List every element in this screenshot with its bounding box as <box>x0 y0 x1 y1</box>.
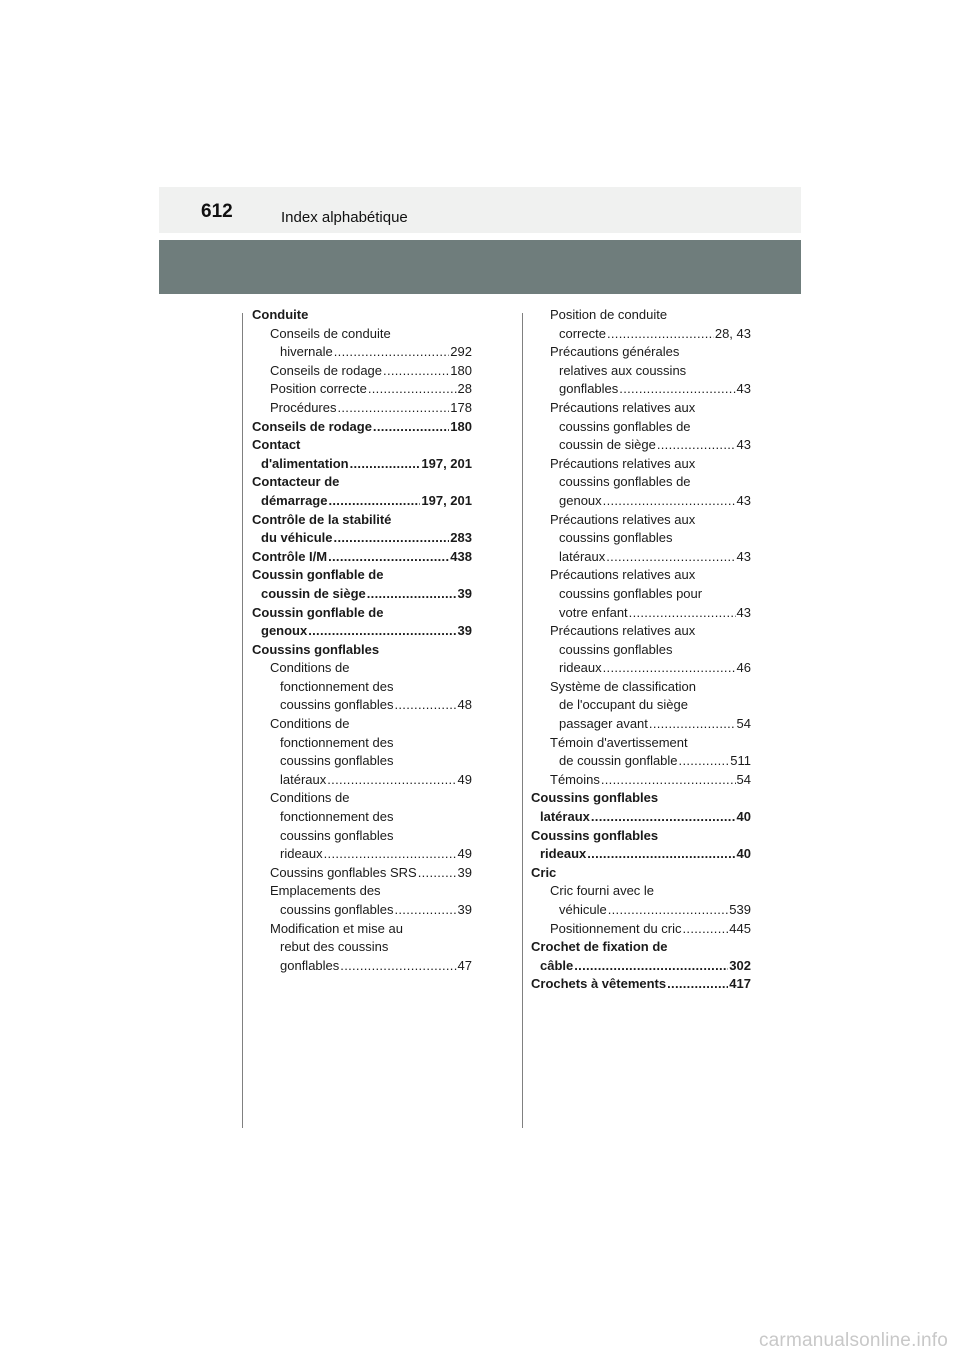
index-term: fonctionnement des <box>280 734 394 750</box>
page-reference: 417 <box>729 976 751 992</box>
index-entry-line <box>252 436 472 455</box>
page-reference: 46 <box>736 660 751 676</box>
page-reference: 49 <box>457 846 472 862</box>
dot-leader <box>394 901 456 920</box>
dot-leader <box>394 696 456 715</box>
index-term: Précautions générales <box>550 344 680 360</box>
index-entry-line <box>252 827 472 846</box>
dot-leader <box>418 864 457 883</box>
index-entry-line <box>252 343 472 362</box>
index-entry-line <box>252 306 472 325</box>
index-entry <box>252 325 472 362</box>
index-term: Système de classification <box>550 678 696 694</box>
header-bar <box>159 187 801 233</box>
index-entry-line <box>252 399 472 418</box>
index-entry-line <box>252 808 472 827</box>
index-entry <box>252 511 472 548</box>
page-reference: 28 <box>457 381 472 397</box>
index-entry-line <box>531 845 751 864</box>
index-term: coussins gonflables <box>280 753 394 769</box>
index-entry-line <box>531 362 751 381</box>
index-entry <box>252 566 472 603</box>
index-entry-line <box>531 641 751 660</box>
index-term: hivernale <box>280 344 333 360</box>
index-term: de coussin gonflable <box>559 753 678 769</box>
index-term: rideaux <box>280 846 323 862</box>
index-term: Précautions relatives aux <box>550 455 696 471</box>
index-entry <box>252 789 472 863</box>
index-entry <box>252 306 472 325</box>
index-entry <box>252 715 472 789</box>
index-entry <box>252 548 472 567</box>
middle-column-rule <box>522 313 523 1128</box>
index-term: Contrôle de la stabilité <box>252 511 392 527</box>
index-term: Modification et mise au <box>270 920 403 936</box>
dot-leader <box>679 752 730 771</box>
index-column-right <box>531 306 751 994</box>
index-term: coussins gonflables <box>280 827 394 843</box>
index-entry-line <box>531 492 751 511</box>
dot-leader <box>587 845 735 864</box>
index-term: Crochet de fixation de <box>531 939 668 955</box>
page-reference: 28, 43 <box>714 325 751 341</box>
dot-leader <box>327 771 456 790</box>
index-entry-line <box>252 641 472 660</box>
index-term: Précautions relatives aux <box>550 399 696 415</box>
dot-leader <box>603 659 736 678</box>
index-entry-line <box>531 975 751 994</box>
index-entry <box>252 920 472 976</box>
index-entry-line <box>252 696 472 715</box>
index-term: de l'occupant du siège <box>559 697 688 713</box>
index-entry <box>531 622 751 678</box>
index-entry <box>531 771 751 790</box>
index-term: Conduite <box>252 307 309 322</box>
dot-leader <box>308 622 456 641</box>
index-entry-line <box>531 473 751 492</box>
page-reference: 39 <box>457 585 472 601</box>
index-term: Coussins gonflables <box>252 641 380 657</box>
index-term: Précautions relatives aux <box>550 567 696 583</box>
page-reference: 178 <box>450 399 472 415</box>
index-term: fonctionnement des <box>280 809 394 825</box>
dot-leader <box>340 957 456 976</box>
index-term: Coussin gonflable de <box>252 567 384 583</box>
index-term: Conseils de conduite <box>270 325 391 341</box>
dot-leader <box>683 920 729 939</box>
index-entry-line <box>531 771 751 790</box>
dot-leader <box>373 418 449 437</box>
index-term: Contrôle I/M <box>252 548 328 564</box>
index-entry-line <box>531 436 751 455</box>
index-term: Conditions de <box>270 660 350 676</box>
index-term: Conditions de <box>270 790 350 806</box>
dot-leader <box>606 548 735 567</box>
page-reference: 445 <box>729 920 751 936</box>
index-term: coussins gonflables <box>559 530 673 546</box>
index-entry-line <box>531 957 751 976</box>
index-term: coussin de siège <box>261 585 366 601</box>
index-term: démarrage <box>261 492 328 508</box>
dot-leader <box>667 975 728 994</box>
index-term: Précautions relatives aux <box>550 623 696 639</box>
page-reference: 43 <box>736 548 751 564</box>
index-entry-line <box>252 473 472 492</box>
dot-leader <box>601 771 736 790</box>
index-entry-line <box>252 659 472 678</box>
index-term: véhicule <box>559 902 607 917</box>
index-term: coussins gonflables <box>280 697 394 713</box>
page-reference: 197, 201 <box>421 492 472 508</box>
page-reference: 39 <box>457 623 472 639</box>
index-term: Crochets à vêtements <box>531 976 667 992</box>
dot-leader <box>619 380 735 399</box>
index-term: d'alimentation <box>261 455 349 471</box>
page-reference: 39 <box>457 864 472 880</box>
index-term: gonflables <box>280 957 340 973</box>
index-entry-line <box>252 418 472 437</box>
page-reference: 54 <box>736 771 751 787</box>
watermark: carmanualsonline.info <box>758 1330 948 1351</box>
index-entry-line <box>531 882 751 901</box>
index-entry <box>252 864 472 883</box>
index-entry <box>531 938 751 975</box>
index-term: Position de conduite <box>550 307 668 322</box>
index-term: câble <box>540 957 574 973</box>
index-entry-line <box>252 492 472 511</box>
index-term: relatives aux coussins <box>559 362 687 378</box>
index-term: coussins gonflables de <box>559 418 691 434</box>
page-reference: 40 <box>736 846 751 862</box>
index-entry <box>252 362 472 381</box>
index-term: Coussin gonflable de <box>252 604 384 620</box>
index-entry <box>252 604 472 641</box>
index-term: genoux <box>261 623 308 639</box>
index-entry-line <box>531 901 751 920</box>
index-entry-line <box>252 511 472 530</box>
index-term: coussins gonflables de <box>559 474 691 490</box>
index-entry-line <box>531 548 751 567</box>
index-entry-line <box>252 566 472 585</box>
index-term: Témoins <box>550 771 600 787</box>
index-term: Précautions relatives aux <box>550 511 696 527</box>
index-entry-line <box>252 585 472 604</box>
index-entry-line <box>252 901 472 920</box>
index-entry-line <box>252 362 472 381</box>
index-term: Coussins gonflables <box>531 827 659 843</box>
dot-leader <box>608 901 729 920</box>
index-entry-line <box>252 604 472 623</box>
page-reference: 180 <box>450 418 472 434</box>
page-reference: 197, 201 <box>421 455 472 471</box>
index-term: Conseils de rodage <box>252 418 372 434</box>
index-term: Contact <box>252 437 301 453</box>
index-entry <box>252 882 472 919</box>
index-entry-line <box>252 455 472 474</box>
page-reference: 302 <box>729 957 751 973</box>
index-entry <box>531 511 751 567</box>
index-entry <box>531 678 751 734</box>
index-entry-line <box>531 789 751 808</box>
index-entry-line <box>252 715 472 734</box>
index-term: rebut des coussins <box>280 939 389 955</box>
page-reference: 49 <box>457 771 472 787</box>
index-entry-line <box>531 696 751 715</box>
index-entry-line <box>531 455 751 474</box>
index-term: Contacteur de <box>252 474 340 490</box>
dot-leader <box>328 492 420 511</box>
index-entry <box>252 399 472 418</box>
index-entry-line <box>531 920 751 939</box>
index-entry <box>531 864 751 883</box>
index-entry-line <box>252 734 472 753</box>
page-reference: 283 <box>450 530 472 546</box>
index-entry <box>531 566 751 622</box>
index-term: gonflables <box>559 381 619 397</box>
page-reference: 43 <box>736 437 751 453</box>
index-term: Position correcte <box>270 381 367 397</box>
index-term: Coussins gonflables <box>531 790 659 806</box>
index-entry-line <box>531 734 751 753</box>
page-reference: 43 <box>736 492 751 508</box>
index-entry-line <box>252 380 472 399</box>
dot-leader <box>603 492 736 511</box>
index-entry-line <box>531 715 751 734</box>
dot-leader <box>591 808 736 827</box>
index-entry-line <box>252 325 472 344</box>
dot-leader <box>607 325 714 344</box>
index-entry-line <box>252 957 472 976</box>
index-entry-line <box>252 771 472 790</box>
dot-leader <box>337 399 449 418</box>
index-entry-line <box>531 399 751 418</box>
index-entry-line <box>252 845 472 864</box>
index-entry-line <box>531 325 751 344</box>
index-entry-line <box>252 938 472 957</box>
index-entry-line <box>252 529 472 548</box>
dot-leader <box>324 845 457 864</box>
index-term: Témoin d'avertissement <box>550 734 688 750</box>
index-entry-line <box>252 864 472 883</box>
index-term: latéraux <box>280 771 327 787</box>
index-entry-line <box>531 566 751 585</box>
index-term: genoux <box>559 492 602 508</box>
index-entry <box>531 827 751 864</box>
index-entry <box>252 641 472 660</box>
index-entry <box>531 399 751 455</box>
page-reference: 539 <box>729 902 751 917</box>
dot-leader <box>629 604 736 623</box>
index-entry-line <box>531 659 751 678</box>
index-term: fonctionnement des <box>280 678 394 694</box>
index-entry-line <box>531 864 751 883</box>
dot-leader <box>657 436 736 455</box>
page-reference: 47 <box>457 957 472 973</box>
dot-leader <box>368 380 457 399</box>
index-term: votre enfant <box>559 604 628 620</box>
page-reference: 511 <box>730 753 751 769</box>
index-term: Conseils de rodage <box>270 362 383 378</box>
dot-leader <box>649 715 736 734</box>
page-reference: 43 <box>736 381 751 397</box>
index-entry-line <box>531 306 751 325</box>
index-term: Emplacements des <box>270 883 381 899</box>
page-reference: 180 <box>450 362 472 378</box>
page-reference: 54 <box>736 716 751 732</box>
index-entry <box>531 975 751 994</box>
index-term: du véhicule <box>261 530 333 546</box>
index-term: Cric fourni avec le <box>550 883 655 899</box>
index-entry <box>531 789 751 826</box>
index-entry <box>252 436 472 473</box>
page-reference: 39 <box>457 902 472 917</box>
index-entry-line <box>531 752 751 771</box>
index-entry-line <box>252 622 472 641</box>
index-term: correcte <box>559 325 606 341</box>
dot-leader <box>334 343 450 362</box>
index-entry-line <box>531 938 751 957</box>
index-entry-line <box>531 827 751 846</box>
dot-leader <box>334 529 450 548</box>
index-term: coussins gonflables pour <box>559 585 703 601</box>
index-entry-line <box>252 789 472 808</box>
index-entry-line <box>252 920 472 939</box>
index-term: coussins gonflables <box>559 641 673 657</box>
index-entry-line <box>531 808 751 827</box>
index-entry-line <box>531 418 751 437</box>
index-term: Procédures <box>270 399 337 415</box>
page-reference: 438 <box>450 548 472 564</box>
page-number: 612 <box>201 201 233 222</box>
page-reference: 40 <box>736 809 751 825</box>
index-entry-line <box>531 380 751 399</box>
index-term: Coussins gonflables SRS <box>270 864 417 880</box>
index-term: rideaux <box>540 846 587 862</box>
index-entry-line <box>531 529 751 548</box>
dot-leader <box>350 455 421 474</box>
index-entry-line <box>531 585 751 604</box>
index-entry <box>252 418 472 437</box>
left-column-rule <box>242 313 243 1128</box>
dot-leader <box>383 362 449 381</box>
index-entry-line <box>531 622 751 641</box>
page-reference: 292 <box>450 344 472 360</box>
index-entry-line <box>252 752 472 771</box>
index-entry-line <box>252 882 472 901</box>
index-entry <box>252 380 472 399</box>
index-term: latéraux <box>559 548 606 564</box>
dot-leader <box>328 548 449 567</box>
index-term: Conditions de <box>270 716 350 732</box>
index-entry <box>531 306 751 343</box>
index-term: rideaux <box>559 660 602 676</box>
dot-leader <box>574 957 728 976</box>
index-entry <box>531 920 751 939</box>
dot-leader <box>367 585 457 604</box>
index-entry-line <box>531 604 751 623</box>
page-reference: 43 <box>736 604 751 620</box>
index-term: passager avant <box>559 716 648 732</box>
index-entry <box>531 343 751 399</box>
index-column-left <box>252 306 472 975</box>
index-term: coussin de siège <box>559 437 656 453</box>
page-reference: 48 <box>457 697 472 713</box>
index-entry-line <box>531 511 751 530</box>
index-entry-line <box>252 678 472 697</box>
index-term: latéraux <box>540 809 590 825</box>
header-band <box>159 240 801 294</box>
index-entry-line <box>531 343 751 362</box>
index-entry <box>252 473 472 510</box>
index-term: Positionnement du cric <box>550 920 682 936</box>
section-title: Index alphabétique <box>281 209 408 226</box>
index-term: coussins gonflables <box>280 902 394 917</box>
index-entry-line <box>252 548 472 567</box>
index-term: Cric <box>531 864 557 880</box>
index-entry <box>252 659 472 715</box>
index-entry-line <box>531 678 751 697</box>
index-entry <box>531 734 751 771</box>
index-entry <box>531 455 751 511</box>
index-entry <box>531 882 751 919</box>
